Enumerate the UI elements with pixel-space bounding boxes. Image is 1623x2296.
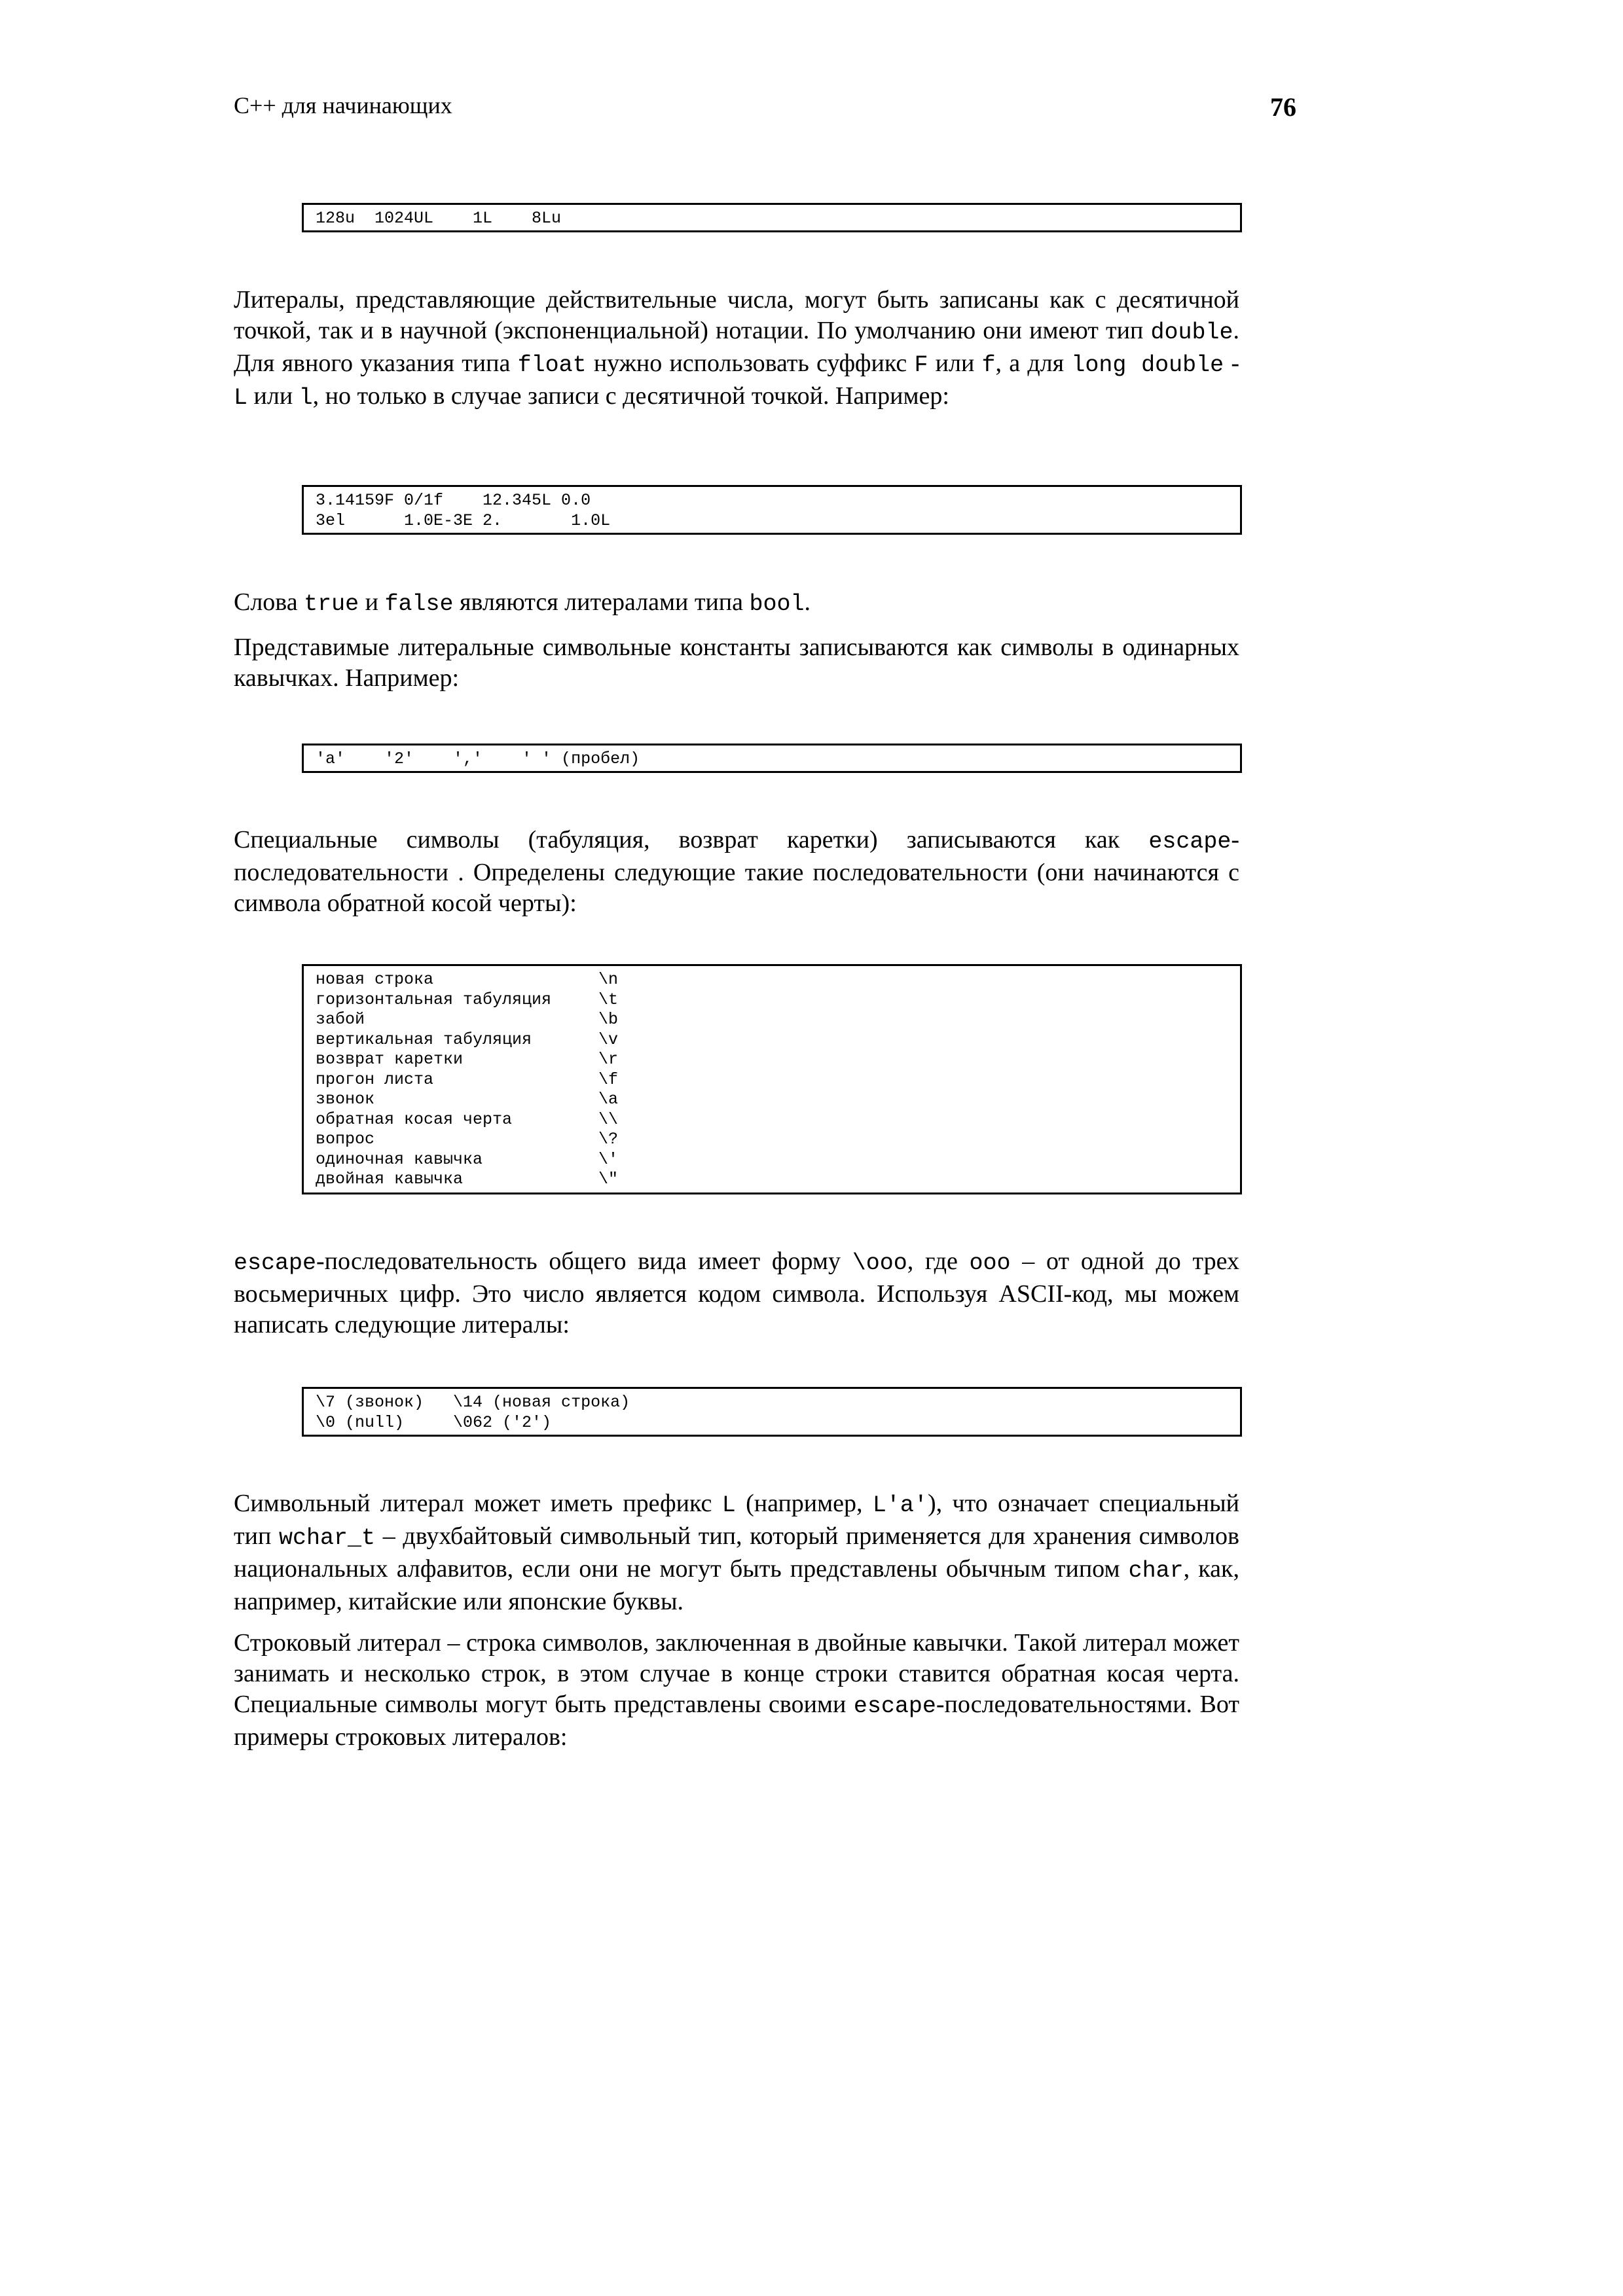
inline-code: F: [914, 352, 928, 378]
inline-code: \ooo: [852, 1250, 907, 1276]
inline-code: char: [1128, 1558, 1184, 1584]
escape-table-row: [316, 970, 1228, 990]
inline-code: bool: [749, 591, 805, 617]
text-run: , но только в случае записи с десятичной точкой. Например:: [312, 382, 949, 410]
running-header-title: C++ для начинающих: [234, 92, 452, 118]
inline-code: L: [721, 1492, 736, 1518]
paragraph-float-literals: [234, 285, 1239, 414]
escape-name: вертикальная табуляция: [316, 1030, 532, 1049]
code-line: 'a' '2' ',' ' ' (пробел): [316, 749, 640, 768]
text-run: Литералы, представляющие действительные числа, могут быть записаны как с десятичной точкой, так и в научной (экспоненциальной) нотации. По умолчанию они имеют тип: [234, 286, 1239, 344]
escape-sequence: \\: [598, 1109, 619, 1129]
escape-sequence: \b: [598, 1010, 619, 1029]
text-run: нужно использовать суффикс: [586, 350, 915, 377]
escape-table-row: [316, 1150, 1228, 1170]
paragraph-octal-escape: [234, 1246, 1239, 1340]
paragraph-string-literals: [234, 1628, 1239, 1753]
code-line: \0 (null) \062 ('2'): [316, 1412, 552, 1432]
inline-code: l: [299, 385, 313, 411]
inline-code: L'a': [872, 1492, 928, 1518]
text-run: являются литералами типа: [453, 588, 750, 616]
inline-code: true: [304, 591, 359, 617]
text-run: , как, например, китайские или японские буквы.: [234, 1555, 1239, 1615]
escape-sequence: \a: [598, 1090, 619, 1109]
code-box-float-literals: [302, 485, 1242, 535]
escape-name: двойная кавычка: [316, 1170, 464, 1189]
escape-table-row: [316, 990, 1228, 1011]
escape-name: одиночная кавычка: [316, 1149, 483, 1169]
escape-name: звонок: [316, 1090, 375, 1109]
code-line: \7 (звонок) \14 (новая строка): [316, 1393, 630, 1412]
text-run: -последовательностями. Вот примеры строковых литералов:: [234, 1691, 1240, 1751]
escape-name: возврат каретки: [316, 1050, 464, 1069]
paragraph-bool-literals: [234, 587, 1239, 620]
text-run: -: [1224, 350, 1239, 377]
escape-sequence: \': [598, 1149, 619, 1169]
text-run: – от одной до трех восьмеричных цифр. Это число является кодом символа. Используя ASCII-код, мы можем написать следующие литералы:: [234, 1247, 1239, 1338]
text-run: и: [359, 588, 385, 616]
escape-sequence: \r: [598, 1050, 619, 1069]
inline-code: double: [1150, 319, 1233, 346]
inline-code: float: [517, 352, 587, 378]
text-run: .: [804, 588, 811, 616]
escape-name: вопрос: [316, 1130, 375, 1149]
text-run: ), что означает специальный тип: [234, 1490, 1239, 1550]
paragraph-char-literals: Представимые литеральные символьные константы записываются как символы в одинарных кавычках. Например:: [234, 634, 1239, 692]
code-box-octal-literals: [302, 1387, 1242, 1437]
code-line: 3.14159F 0/1f 12.345L 0.0: [316, 491, 591, 510]
paragraph-escape-sequences: [234, 825, 1239, 919]
page-number: 76: [1270, 92, 1296, 122]
text-run: -последовательность общего вида имеет форму: [316, 1247, 852, 1275]
code-box-integer-literals: [302, 203, 1242, 232]
text-run: . Для явного указания типа: [234, 317, 1239, 377]
escape-sequence: \": [598, 1170, 619, 1189]
escape-table-row: [316, 1170, 1228, 1190]
escape-table-row: [316, 1090, 1228, 1110]
text-run: -последовательности . Определены следующие такие последовательности (они начинаются с символа обратной косой черты):: [234, 826, 1239, 917]
escape-table-row: [316, 1130, 1228, 1150]
text-run: , а для: [995, 350, 1072, 377]
inline-code: ooo: [969, 1250, 1011, 1276]
escape-name: горизонтальная табуляция: [316, 990, 552, 1009]
inline-code: f: [981, 352, 996, 378]
escape-name: забой: [316, 1010, 365, 1029]
escape-name: прогон листа: [316, 1069, 434, 1089]
text-run: Символьный литерал может иметь префикс: [234, 1490, 722, 1517]
paragraph-wide-char: [234, 1488, 1239, 1617]
inline-code: escape: [1148, 829, 1231, 855]
inline-code: wchar_t: [278, 1525, 376, 1551]
code-box-char-literals: [302, 744, 1242, 773]
inline-code: long double: [1071, 352, 1224, 378]
escape-table-row: [316, 1030, 1228, 1050]
text-run: или: [928, 350, 982, 377]
code-box-escape-table: [302, 964, 1242, 1194]
escape-name: обратная косая черта: [316, 1109, 513, 1129]
inline-code: escape: [853, 1693, 936, 1719]
text-run: , где: [907, 1247, 970, 1275]
code-line: 3el 1.0E-3E 2. 1.0L: [316, 511, 611, 530]
text-run: (например,: [735, 1490, 873, 1517]
escape-sequence: \f: [598, 1069, 619, 1089]
escape-sequence: \v: [598, 1030, 619, 1049]
escape-table-row: [316, 1050, 1228, 1070]
inline-code: L: [234, 385, 248, 411]
escape-sequence: \n: [598, 970, 619, 989]
text-run: Специальные символы (табуляция, возврат каретки) записываются как: [234, 826, 1149, 853]
escape-table-row: [316, 1070, 1228, 1090]
text-run: или: [247, 382, 299, 410]
escape-sequence: \?: [598, 1130, 619, 1149]
text-run: – двухбайтовый символьный тип, который применяется для хранения символов национальных алфавитов, если они не могут быть представлены обычным типом: [234, 1522, 1240, 1583]
escape-sequence: \t: [598, 990, 619, 1009]
escape-table-row: [316, 1010, 1228, 1030]
text-run: Строковый литерал – строка символов, заключенная в двойные кавычки. Такой литерал может занимать и несколько строк, в этом случае в конце строки ставится обратная косая черта. Специальные символы могут быть представлены своими: [234, 1629, 1239, 1718]
escape-table-row: [316, 1110, 1228, 1130]
inline-code: false: [384, 591, 454, 617]
text-run: Слова: [234, 588, 304, 616]
escape-name: новая строка: [316, 970, 434, 989]
inline-code: escape: [234, 1250, 317, 1276]
code-line: 128u 1024UL 1L 8Lu: [316, 209, 562, 228]
